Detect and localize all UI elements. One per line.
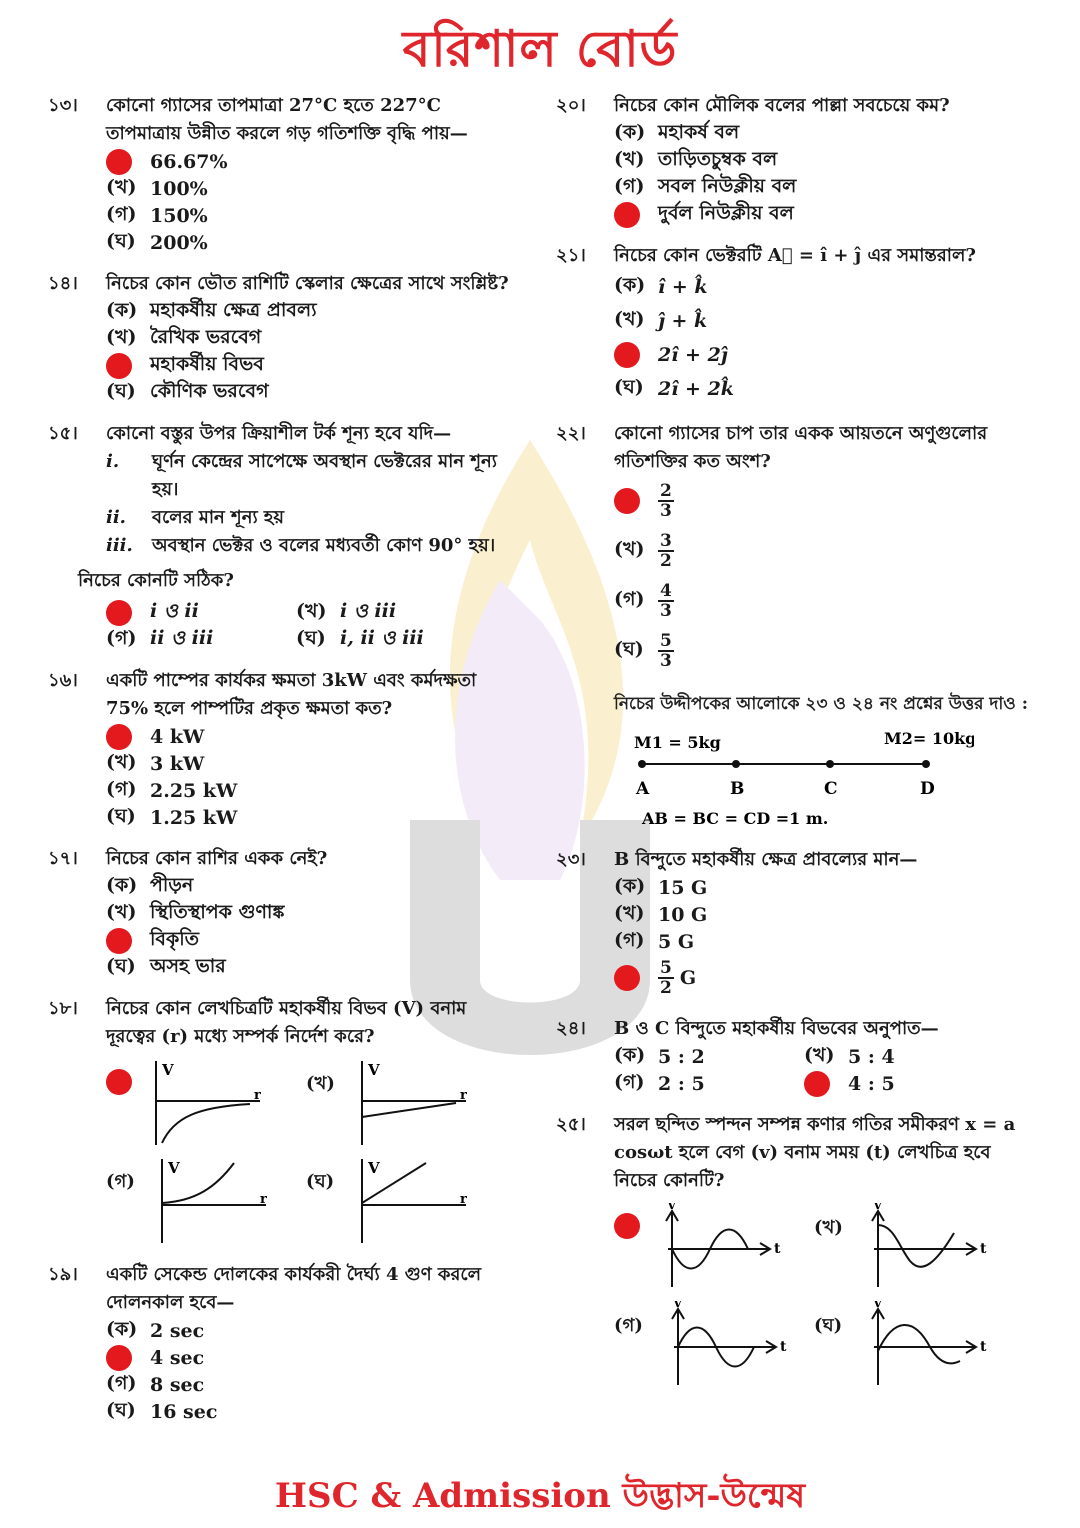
svg-text:t: t [774,1241,781,1257]
correct-answer-marker [106,1069,132,1095]
correct-answer-marker [614,342,640,368]
option-gha[interactable]: (ঘ) 200% [106,229,208,254]
statement: i. ঘূর্ণন কেন্দ্রের সাপেক্ষে অবস্থান ভেক্টরের মান শূন্য হয়। [106,451,497,500]
graph-v-t-sine [664,1301,794,1391]
option-ka[interactable]: (ক) 15 G [614,874,708,899]
svg-text:r: r [260,1192,267,1207]
option-ka[interactable]: (ক) 5 : 2 [614,1043,705,1068]
question-16 [48,667,518,831]
question-20 [556,92,1036,228]
option-ka[interactable]: (ক) 2 sec [106,1317,205,1342]
stimulus-text: নিচের উদ্দীপকের আলোকে ২৩ ও ২৪ নং প্রশ্নের উত্তর দাও : [614,694,1028,714]
correct-answer-marker [106,724,132,750]
question-number: ২৪। [556,1018,586,1039]
graph-v-t-negative-sine [658,1203,788,1293]
question-number: ১৫। [48,423,78,444]
option-correct[interactable]: মহাকর্ষীয় বিভব [106,352,518,379]
statement: iii. অবস্থান ভেক্টর ও বলের মধ্যবর্তী কোণ 90° হয়। [106,535,496,556]
option-correct[interactable]: 4 kW [106,723,518,750]
svg-text:v: v [674,1301,682,1311]
question-text: নিচের কোন মৌলিক বলের পাল্লা সবচেয়ে কম? [614,95,950,116]
option-kha-graph[interactable]: (খ) V r [306,1059,506,1149]
footer-brand: HSC & Admission উদ্ভাস-উন্মেষ [274,1476,806,1516]
question-13 [48,92,518,256]
svg-text:r: r [460,1192,467,1207]
option-ga[interactable]: (গ) ii ও iii [106,626,214,649]
graph-v-t-cosine [864,1203,994,1293]
mass-line-diagram [614,718,974,828]
option-correct[interactable]: দুর্বল নিউক্লীয় বল [614,201,1036,228]
option-ka[interactable]: (ক) পীড়ন [106,873,194,896]
question-text: কোনো গ্যাসের চাপ তার একক আয়তনে অণুগুলোর গতিশক্তির কত অংশ? [614,423,988,472]
question-21 [556,242,1036,406]
svg-text:V: V [168,1159,180,1177]
correct-answer-marker [614,488,640,514]
question-15 [48,420,518,653]
svg-text:v: v [874,1203,882,1213]
question-text: নিচের কোন ভেক্টরটি A⃗ = î + ĵ এর সমান্তরাল? [614,245,976,266]
question-text: নিচের কোন ভৌত রাশিটি স্কেলার ক্ষেত্রের সাথে সংশ্লিষ্ট? [106,273,509,294]
svg-text:t: t [980,1241,987,1257]
question-22 [556,420,1036,676]
question-text: কোনো বস্তুর উপর ক্রিয়াশীল টর্ক শূন্য হবে যদি— [106,423,452,444]
option-kha[interactable]: (খ) $\frac{3}{2}$ [614,531,672,571]
correct-answer-marker [106,928,132,954]
question-number: ১৯। [48,1264,78,1285]
sub-question: নিচের কোনটি সঠিক? [78,570,234,591]
question-number: ২৫। [556,1114,586,1135]
question-text: B ও C বিন্দুতে মহাকর্ষীয় বিভবের অনুপাত— [614,1018,939,1039]
option-correct[interactable]: $\frac{5}{2}$ G [614,955,1036,1001]
option-correct[interactable]: বিকৃতি [106,927,518,954]
option-ga[interactable]: (গ) 8 sec [106,1371,205,1396]
option-kha[interactable]: (খ) রৈখিক ভরবেগ [106,325,262,348]
option-ga[interactable]: (গ) সবল নিউক্লীয় বল [614,174,797,197]
option-kha[interactable]: (খ) ĵ + k̂ [614,308,708,332]
option-gha[interactable]: (ঘ) 16 sec [106,1398,218,1423]
option-ka[interactable]: (ক) î + k̂ [614,274,708,298]
option-gha[interactable]: (ঘ) $\frac{5}{3}$ [614,631,672,671]
question-number: ১৭। [48,848,78,869]
correct-answer-marker [106,600,132,626]
svg-text:v: v [874,1301,882,1311]
correct-answer-marker [614,965,640,991]
correct-answer-marker [106,353,132,379]
option-kha[interactable]: (খ) স্থিতিস্থাপক গুণাঙ্ক [106,900,285,923]
point-c: C [824,779,838,799]
correct-answer-marker [106,1345,132,1371]
question-number: ১৩। [48,95,78,116]
option-kha-graph[interactable]: (খ) v t [814,1203,1014,1293]
svg-text:V: V [368,1159,380,1177]
question-text: B বিন্দুতে মহাকর্ষীয় ক্ষেত্র প্রাবল্যের মান— [614,849,918,870]
option-correct-graph[interactable] [106,1059,306,1149]
svg-text:r: r [254,1088,261,1103]
option-kha[interactable]: (খ) 100% [106,175,208,200]
svg-text:v: v [668,1203,676,1213]
graph-v-t-shifted-sine [864,1301,994,1391]
option-ga[interactable]: (গ) 2.25 kW [106,777,238,802]
point-b: B [730,779,745,799]
svg-text:r: r [460,1088,467,1103]
question-number: ১৬। [48,670,78,691]
option-ga-graph[interactable]: (গ) v t [614,1301,814,1391]
svg-text:t: t [980,1339,987,1355]
graph-v-r-straight [356,1157,476,1247]
question-number: ২৩। [556,849,586,870]
question-text: সরল ছন্দিত স্পন্দন সম্পন্ন কণার গতির সমীকরণ x = a cosωt হলে বেগ (v) বনাম সময় (t) লেখচিত্র হবে নিচের কোনটি? [614,1114,1016,1191]
option-gha-graph[interactable]: (ঘ) v t [814,1301,1014,1391]
option-correct[interactable]: i ও ii [106,599,296,626]
question-text: নিচের কোন রাশির একক নেই? [106,848,328,869]
question-text: একটি পাম্পের কার্যকর ক্ষমতা 3kW এবং কর্মদক্ষতা 75% হলে পাম্পটির প্রকৃত ক্ষমতা কত? [106,670,477,719]
question-17 [48,845,518,981]
question-18 [48,995,518,1247]
option-kha[interactable]: (খ) 5 : 4 [804,1043,895,1068]
option-correct[interactable]: 66.67% [106,148,518,175]
option-kha[interactable]: (খ) i ও iii [296,599,397,622]
mass-2-label: M2= 10kg [884,729,974,748]
page-title: বরিশাল বোর্ড [402,20,678,78]
right-column [556,92,1036,1405]
correct-answer-marker [614,202,640,228]
distance-equation: AB = BC = CD =1 m. [642,809,829,828]
svg-text:t: t [780,1339,787,1355]
graph-v-r-parabola [156,1157,276,1247]
question-23 [556,846,1036,1001]
option-ga[interactable]: (গ) 150% [106,202,208,227]
option-correct[interactable]: 2î + 2ĵ [614,338,1036,372]
question-number: ১৮। [48,998,78,1019]
question-19 [48,1261,518,1425]
mass-1-label: M1 = 5kg [634,733,721,752]
stimulus-block [556,690,1036,832]
question-14 [48,270,518,406]
correct-answer-marker [614,1213,640,1239]
question-number: ২১। [556,245,586,266]
question-text: কোনো গ্যাসের তাপমাত্রা 27°C হতে 227°C তাপমাত্রায় উন্নীত করলে গড় গতিশক্তি বৃদ্ধি পায়— [106,95,468,144]
question-text: একটি সেকেন্ড দোলকের কার্যকরী দৈর্ঘ্য 4 গুণ করলে দোলনকাল হবে— [106,1264,482,1313]
option-gha[interactable]: (ঘ) 1.25 kW [106,804,238,829]
option-gha[interactable]: (ঘ) 2î + 2k̂ [614,376,734,400]
option-gha-graph[interactable]: (ঘ) V r [306,1157,506,1247]
question-text: নিচের কোন লেখচিত্রটি মহাকর্ষীয় বিভব (V) বনাম দূরত্বের (r) মধ্যে সম্পর্ক নির্দেশ করে? [106,998,467,1047]
left-column [48,92,518,1439]
question-number: ২২। [556,423,586,444]
option-gha[interactable]: (ঘ) i, ii ও iii [296,626,424,649]
option-correct[interactable]: 4 sec [106,1344,518,1371]
question-24 [556,1015,1036,1097]
option-gha[interactable]: (ঘ) অসহ ভার [106,954,226,977]
option-ga[interactable]: (গ) $\frac{4}{3}$ [614,581,672,621]
option-ka[interactable]: (ক) মহাকর্ষ বল [614,120,740,143]
option-ka[interactable]: (ক) মহাকর্ষীয় ক্ষেত্র প্রাবল্য [106,298,317,321]
option-kha[interactable]: (খ) তাড়িতচুম্বক বল [614,147,778,170]
option-ga[interactable]: (গ) 2 : 5 [614,1070,705,1095]
option-correct[interactable]: 4 : 5 [804,1070,994,1097]
option-kha[interactable]: (খ) 3 kW [106,750,205,775]
correct-answer-marker [804,1071,830,1097]
option-kha[interactable]: (খ) 10 G [614,901,708,926]
option-correct[interactable]: $\frac{2}{3}$ [614,476,1036,526]
option-correct-graph[interactable] [614,1203,814,1293]
question-25 [556,1111,1036,1391]
point-a: A [636,779,650,799]
graph-v-r-rising-curve [150,1059,270,1149]
option-ga[interactable]: (গ) 5 G [614,928,695,953]
question-number: ২০। [556,95,586,116]
statement: ii. বলের মান শূন্য হয় [106,507,284,528]
svg-text:V: V [162,1061,174,1079]
option-gha[interactable]: (ঘ) কৌণিক ভরবেগ [106,379,269,402]
svg-text:V: V [368,1061,380,1079]
point-d: D [920,779,935,799]
question-number: ১৪। [48,273,78,294]
graph-v-r-line [356,1059,476,1149]
option-ga-graph[interactable]: (গ) V r [106,1157,306,1247]
correct-answer-marker [106,149,132,175]
